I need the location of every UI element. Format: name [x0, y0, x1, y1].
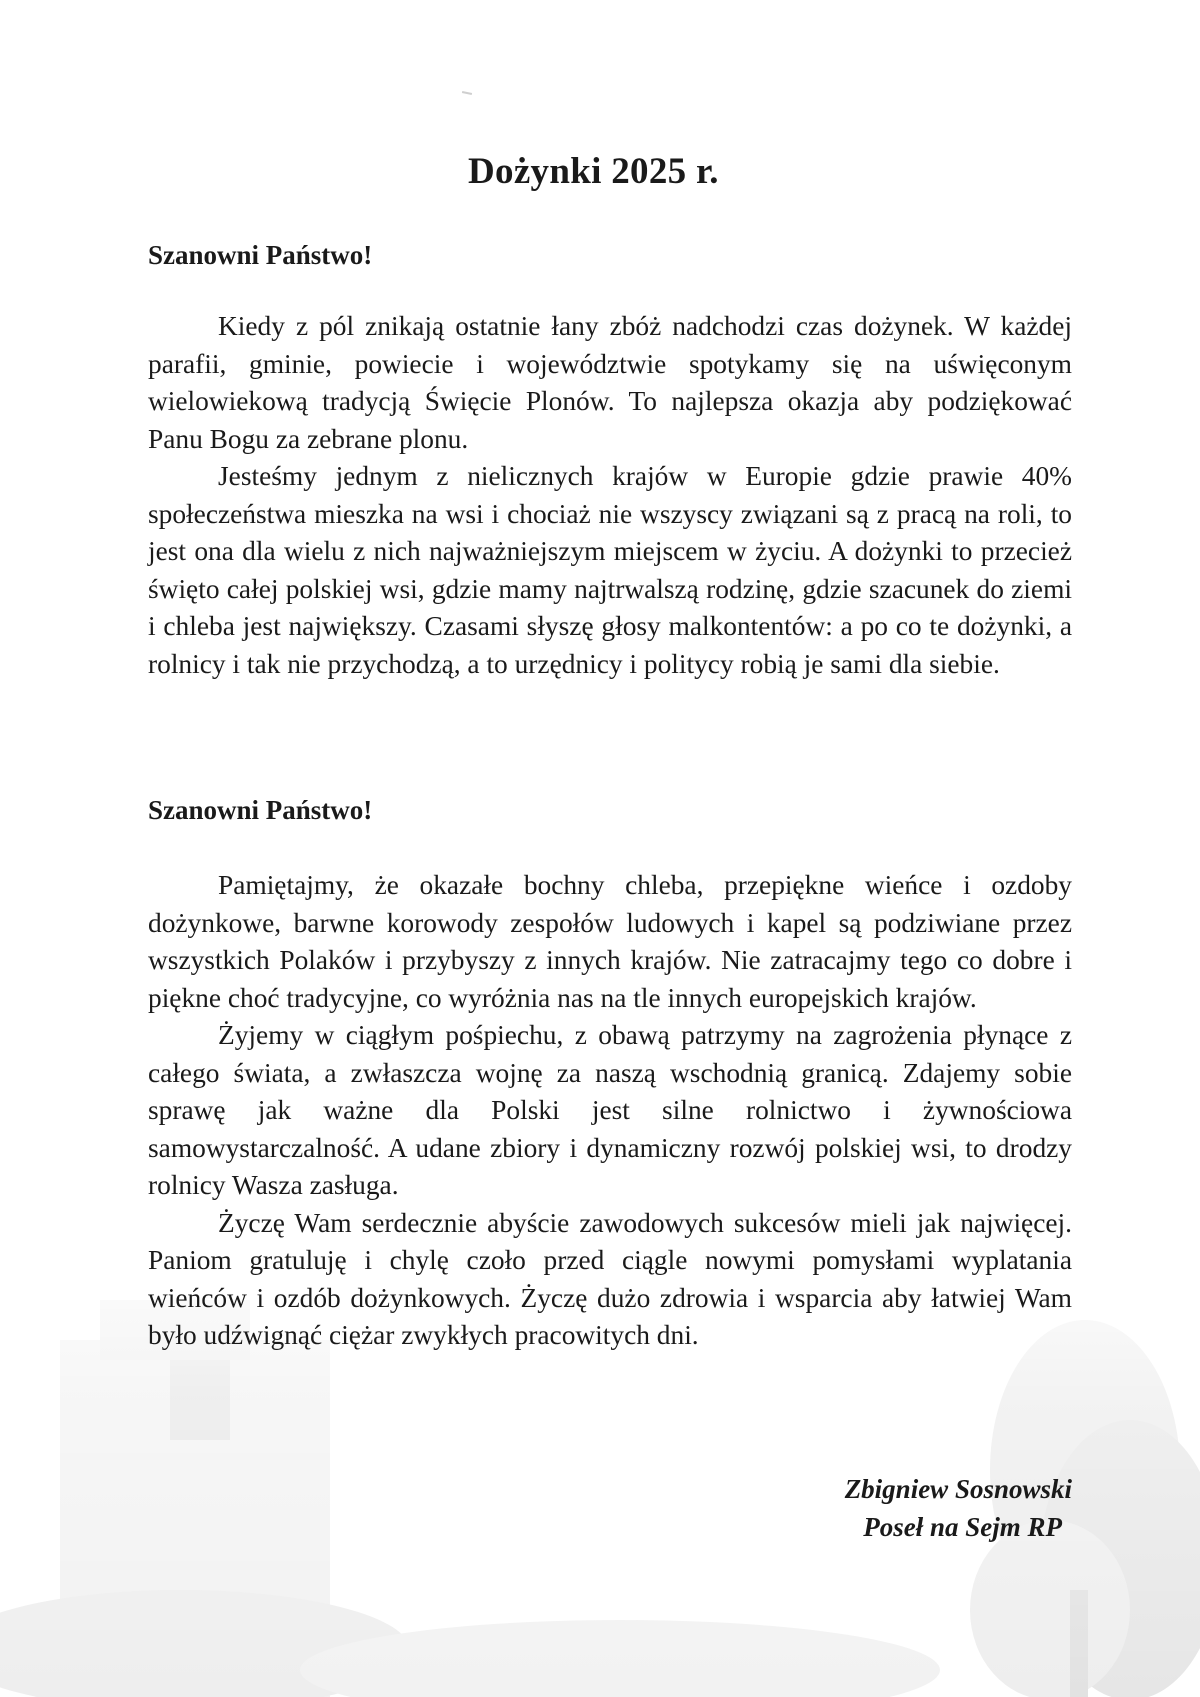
- paragraph: Pamiętajmy, że okazałe bochny chleba, przepiękne wieńce i ozdoby dożynkowe, barwne korowody zespołów ludowych i kapel są podziwiane przez wszystkich Polaków i przybyszy z innych krajów. Nie zatracajmy tego co dobre i piękne choć tradycyjne, co wyróżnia nas na tle innych europejskich krajów.: [148, 870, 1072, 1013]
- letter-section-2: [148, 867, 1072, 1355]
- paragraph: Jesteśmy jednym z nielicznych krajów w Europie gdzie prawie 40% społeczeństwa mieszka na wsi i chociaż nie wszyscy związani są z pracą na roli, to jest ona dla wielu z nich najważniejszym miejscem w życiu. A dożynki to przecież święto całej polskiej wsi, gdzie mamy najtrwalszą rodzinę, gdzie szacunek do ziemi i chleba jest największy. Czasami słyszę głosy malkontentów: a po co te dożynki, a rolnicy i tak nie przychodzą, a to urzędnicy i politycy robią je sami dla siebie.: [148, 461, 1072, 679]
- signature-name: Zbigniew Sosnowski: [844, 1474, 1072, 1504]
- scan-speck: [462, 91, 472, 95]
- paragraph: Kiedy z pól znikają ostatnie łany zbóż nadchodzi czas dożynek. W każdej parafii, gminie, powiecie i województwie spotykamy się na uświęconym wielowiekową tradycją Święcie Plonów. To najlepsza okazja aby podziękować Panu Bogu za zebrane plonu.: [148, 311, 1072, 454]
- signature-role: Poseł na Sejm RP: [863, 1512, 1062, 1542]
- letter-section-1: [148, 308, 1072, 683]
- letter-title: Dożynki 2025 r.: [468, 151, 719, 192]
- salutation-first: Szanowni Państwo!: [148, 240, 373, 270]
- salutation-second: Szanowni Państwo!: [148, 795, 373, 825]
- signature-block: [572, 1470, 1072, 1546]
- paragraph: Żyjemy w ciągłym pośpiechu, z obawą patrzymy na zagrożenia płynące z całego świata, a zwłaszcza wojnę za naszą wschodnią granicą. Zdajemy sobie sprawę jak ważne dla Polski jest silne rolnictwo i żywnościowa samowystarczalność. A udane zbiory i dynamiczny rozwój polskiej wsi, to drodzy rolnicy Wasza zasługa.: [148, 1020, 1072, 1200]
- paragraph: Życzę Wam serdecznie abyście zawodowych sukcesów mieli jak najwięcej. Paniom gratuluję i chylę czoło przed ciągle nowymi pomysłami wyplatania wieńców i ozdób dożynkowych. Życzę dużo zdrowia i wsparcia aby łatwiej Wam było udźwignąć ciężar zwykłych pracowitych dni.: [148, 1207, 1072, 1350]
